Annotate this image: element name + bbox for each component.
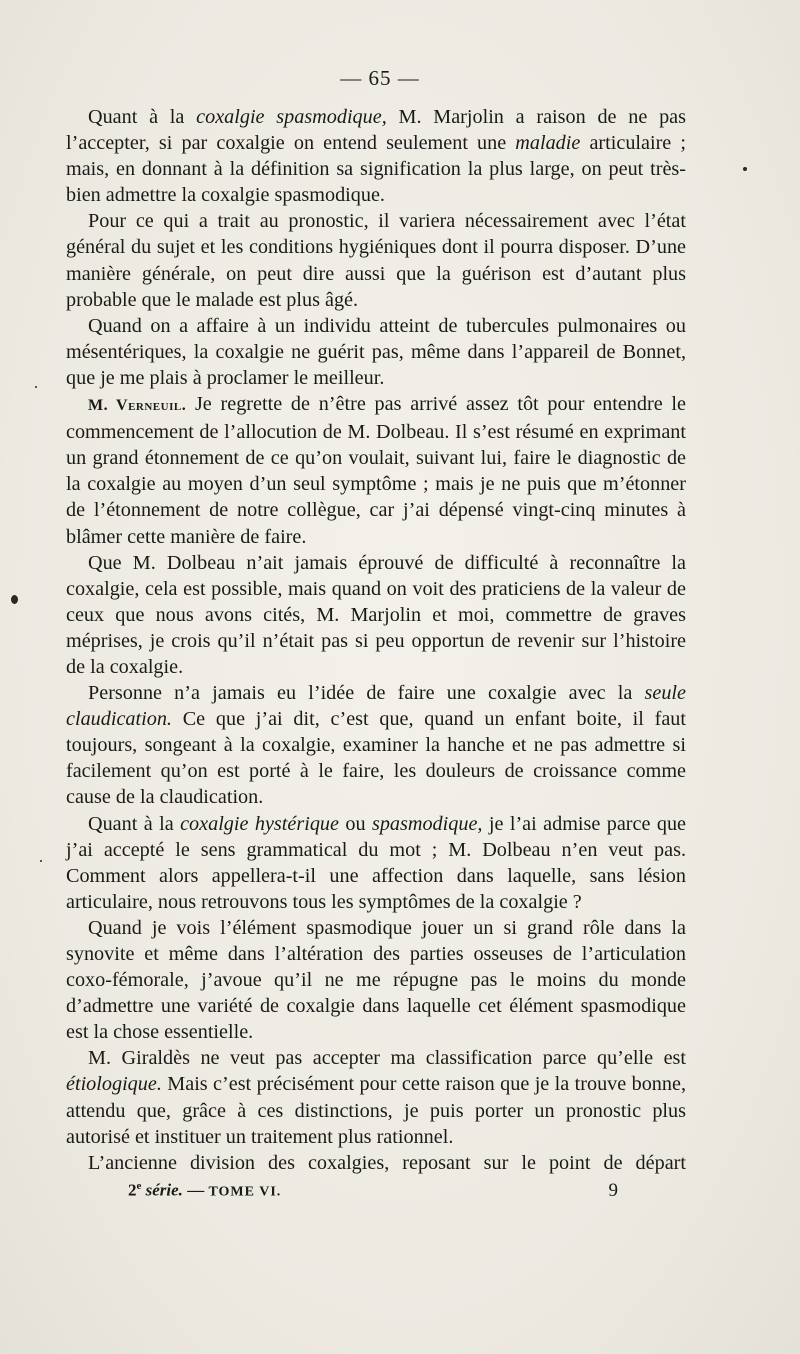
text-run: M. Marjolin a raison de ne pas l’accepter, si par coxalgie on entend seulement une (66, 106, 686, 155)
paragraph (66, 915, 686, 1045)
series-superscript: e (136, 1180, 142, 1192)
italic-text: seule claudication. (66, 682, 686, 731)
text-run: Pour ce qui a trait au pronostic, il variera nécessairement avec l’état général du sujet et les conditions hygiéniques dont il pourra disposer. D’une manière générale, on peut dire aussi que la guérison est d’autant plus probable que le malade est plus âgé. (66, 210, 686, 311)
text-run: Que M. Dolbeau n’ait jamais éprouvé de difficulté à reconnaître la coxalgie, cela est possible, mais quand on voit des praticiens de la valeur de ceux que nous avons cités, M. Marjolin et moi, commettre de graves méprises, je crois qu’il n’était pas si peu opportun de revenir sur l’histoire de la coxalgie. (66, 551, 686, 678)
paragraph (66, 1150, 686, 1176)
text-run: articulaire ; mais, en donnant à la définition sa signification la plus large, on peut très-bien admettre la coxalgie spasmodique. (66, 132, 686, 207)
series-label: série. (141, 1180, 183, 1200)
speaker-name: M. Verneuil. (88, 397, 187, 415)
text-run: Quant à la (88, 812, 181, 835)
paragraph (66, 208, 686, 312)
text-run: Mais c’est précisément pour cette raison que je la trouve bonne, attendu que, grâce à ces distinctions, je puis porter un pronostic plus autorisé et instituer un traitement plus rationnel. (66, 1073, 686, 1148)
ink-speck (40, 860, 42, 862)
italic-text: coxalgie spasmodique, (196, 106, 387, 128)
series-number: 2 (128, 1180, 137, 1200)
ink-speck (743, 167, 747, 171)
body-text (66, 104, 686, 1176)
italic-text: maladie (515, 132, 581, 155)
paragraph (66, 391, 686, 550)
text-run: Je regrette de n’être pas arrivé assez tôt pour entendre le commencement de l’allocution de M. Dolbeau. Il s’est résumé en exprimant un grand étonnement de ce qu’on voulait, suivant lui, faire le diagnostic de la coxalgie au moyen d’un seul symptôme ; mais je ne puis que m’étonner de l’étonnement de notre collègue, car j’ai dépensé vingt-cinq minutes à blâmer cette manière de faire. (66, 393, 686, 548)
page-footer (128, 1180, 628, 1201)
ink-speck (35, 386, 37, 388)
text-run: Personne n’a jamais eu l’idée de faire une coxalgie avec la (88, 682, 645, 705)
text-run: Ce que j’ai dit, c’est que, quand un enfant boite, il faut toujours, songeant à la coxalgie, examiner la hanche et ne pas admettre si facilement qu’on est porté à le faire, les douleurs de croissance comme cause de la claudication. (66, 708, 686, 809)
text-run: L’ancienne division des coxalgies, reposant sur le point de départ (88, 1151, 686, 1174)
paragraph (66, 811, 686, 915)
paragraph (66, 1045, 686, 1149)
paragraph (66, 680, 686, 810)
text-run: je l’ai admise parce que j’ai accepté le sens grammatical du mot ; M. Dolbeau n’en veut pas. Comment alors appellera-t-il une affection dans laquelle, sans lésion articulaire, nous retrouvons tous les symptômes de la coxalgie ? (66, 812, 686, 913)
text-run: Quant à la (88, 106, 197, 128)
footer-dash: — (182, 1180, 209, 1200)
page-number: — 65 — (340, 66, 420, 90)
text-run: Quand on a affaire à un individu atteint de tubercules pulmonaires ou mésentériques, la coxalgie ne guérit pas, même dans l’appareil de Bonnet, que je me plais à proclamer le meilleur. (66, 314, 686, 389)
text-run: M. Giraldès ne veut pas accepter ma classification parce qu’elle est (88, 1047, 686, 1070)
paragraph (66, 550, 686, 680)
tome-label: TOME VI. (208, 1184, 282, 1200)
italic-text: spasmodique, (371, 812, 483, 835)
paragraph (66, 104, 686, 208)
ink-speck (11, 595, 18, 604)
text-run: Quand je vois l’élément spasmodique jouer un si grand rôle dans la synovite et même dans l’altération des parties osseuses de l’articulation coxo-fémorale, j’avoue qu’il ne me répugne pas le moins du monde d’admettre une variété de coxalgie dans laquelle cet élément spasmodique est la chose essentielle. (66, 916, 686, 1044)
text-run: ou (338, 812, 372, 835)
italic-text: étiologique. (66, 1073, 162, 1096)
signature-mark: 9 (608, 1180, 618, 1201)
paragraph (66, 313, 686, 391)
italic-text: coxalgie hystérique (180, 812, 339, 835)
